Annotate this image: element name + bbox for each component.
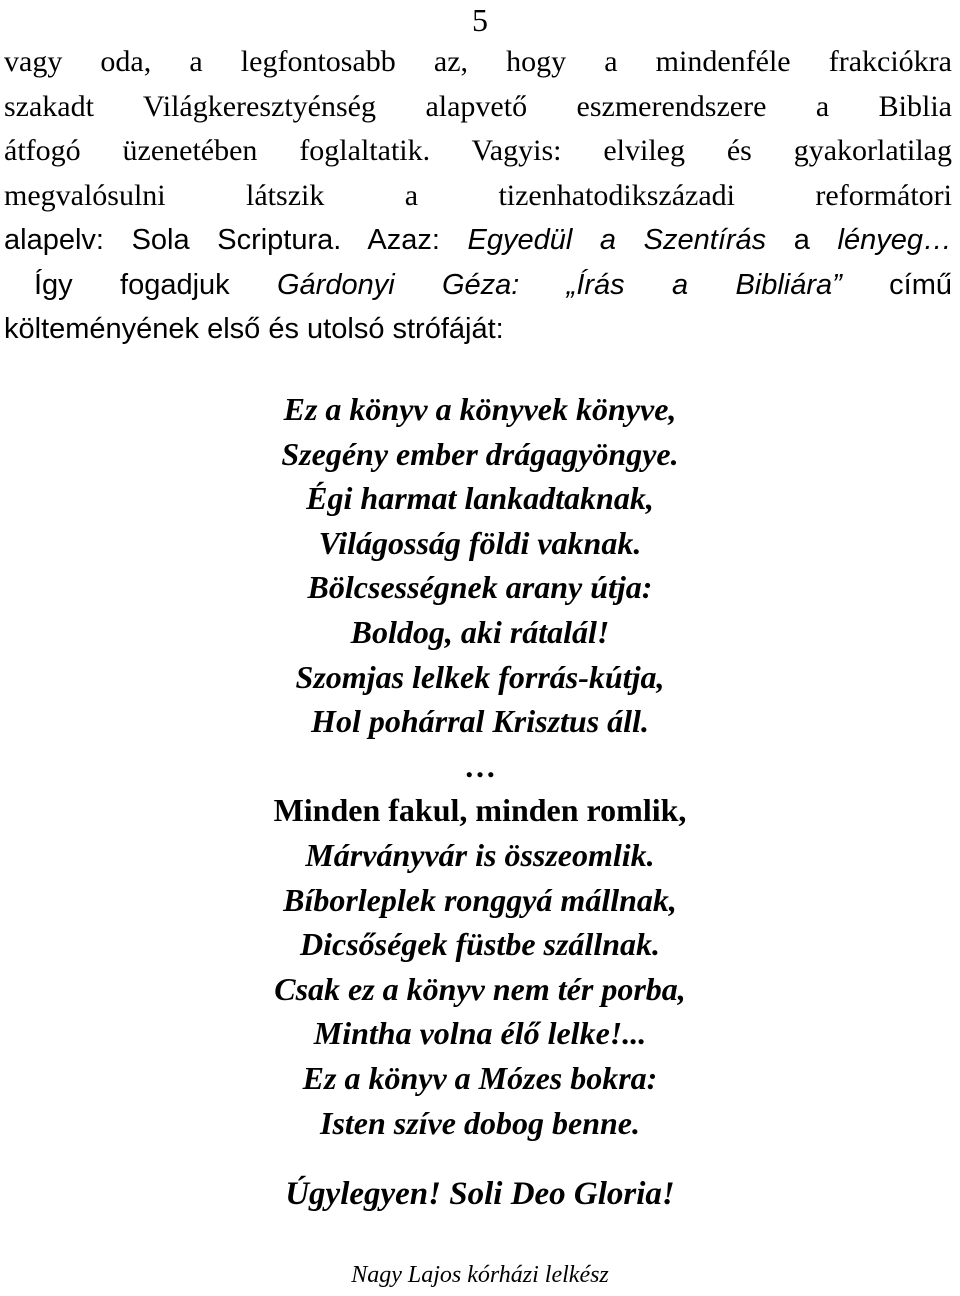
closing-line: Úgylegyen! Soli Deo Gloria! — [285, 1176, 675, 1212]
poem-line: Isten szíve dobog benne. — [320, 1104, 640, 1141]
poem-line: Ez a könyv a Mózes bokra: — [302, 1059, 658, 1096]
poem-line: Bölcsességnek arany útja: — [307, 569, 653, 606]
poem-line: Szomjas lelkek forrás-kútja, — [295, 658, 665, 695]
poem-line: Mintha volna élő lelke!... — [313, 1015, 647, 1052]
intro-text: című — [841, 268, 952, 301]
poem-ellipsis: … — [464, 747, 496, 784]
paragraph-line: átfogó üzenetében foglaltatik. Vagyis: elvileg és gyakorlatilag — [4, 134, 952, 167]
poem-line: Szegény ember drágagyöngye. — [281, 435, 679, 472]
signature: Nagy Lajos kórházi lelkész — [351, 1262, 609, 1288]
intro-last-line: költeményének első és utolsó strófáját: — [4, 313, 504, 345]
page-number: 5 — [472, 2, 488, 38]
poem-line: Minden fakul, minden romlik, — [273, 792, 687, 829]
paragraph-line: vagy oda, a legfontosabb az, hogy a mindenféle frakciókra — [4, 45, 952, 78]
paragraph-text: a — [766, 224, 838, 256]
poem-line: Égi harmat lankadtaknak, — [306, 480, 654, 517]
emphasis-text: Egyedül a Szentírás — [467, 224, 767, 256]
poem-line: Ez a könyv a könyvek könyve, — [283, 391, 677, 427]
poem-line: Márványvár is összeomlik. — [305, 836, 655, 873]
body-paragraph — [4, 40, 952, 352]
poem-line: Csak ez a könyv nem tér porba, — [274, 970, 686, 1007]
poem-line: Világosság földi vaknak. — [318, 524, 642, 561]
intro-line — [4, 263, 952, 308]
paragraph-text: alapelv: Sola Scriptura. Azaz: — [4, 224, 468, 256]
poem — [0, 387, 960, 1145]
poem-line: Bíborleplek ronggyá mállnak, — [283, 881, 677, 918]
poem-line: Boldog, aki rátalál! — [350, 613, 610, 650]
poem-line: Dicsőségek füstbe szállnak. — [300, 926, 660, 963]
poem-line: Hol pohárral Krisztus áll. — [311, 703, 649, 740]
paragraph-line: szakadt Világkeresztyénség alapvető eszmerendszere a Biblia — [4, 89, 952, 123]
poem-reference: Gárdonyi Géza: „Írás a Bibliára” — [276, 268, 842, 301]
paragraph-line — [4, 218, 952, 263]
intro-text: Így fogadjuk — [34, 268, 277, 301]
emphasis-text: lényeg… — [837, 224, 953, 256]
paragraph-line: megvalósulni látszik a tizenhatodikszázadi reformátori — [4, 178, 952, 212]
